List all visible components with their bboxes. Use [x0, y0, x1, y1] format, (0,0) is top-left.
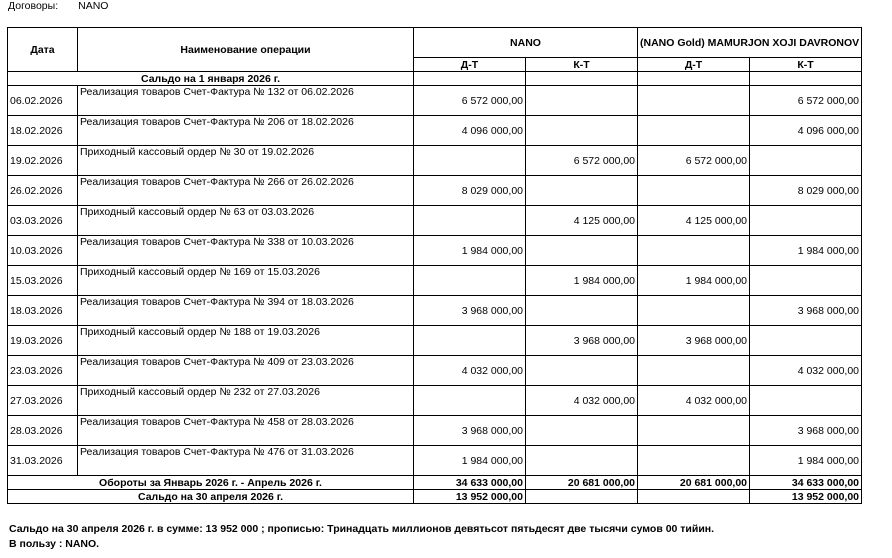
- closing-balance-label: Сальдо на 30 апреля 2026 г.: [8, 490, 414, 504]
- row-party1-credit: [526, 446, 638, 476]
- table-row: [8, 116, 862, 146]
- column-header-party2-credit: К-Т: [750, 58, 862, 72]
- row-party1-credit: 4 032 000,00: [526, 386, 638, 416]
- row-party2-debit: [638, 446, 750, 476]
- row-party2-credit: 1 984 000,00: [750, 236, 862, 266]
- row-party2-credit: 6 572 000,00: [750, 86, 862, 116]
- column-header-party1-debit: Д-Т: [414, 58, 526, 72]
- row-operation: Приходный кассовый ордер № 188 от 19.03.2026: [78, 326, 414, 356]
- row-party2-credit: [750, 386, 862, 416]
- row-party1-debit: [414, 386, 526, 416]
- column-header-party2-debit: Д-Т: [638, 58, 750, 72]
- row-party2-credit: [750, 206, 862, 236]
- row-party1-debit: [414, 146, 526, 176]
- row-party2-credit: [750, 326, 862, 356]
- row-date: 15.03.2026: [8, 266, 78, 296]
- row-operation: Реализация товаров Счет-Фактура № 206 от 18.02.2026: [78, 116, 414, 146]
- row-party2-debit: 3 968 000,00: [638, 326, 750, 356]
- row-party1-credit: [526, 416, 638, 446]
- row-party2-credit: [750, 266, 862, 296]
- turnover-party2-debit: 20 681 000,00: [638, 476, 750, 490]
- opening-balance-party2-debit: [638, 72, 750, 86]
- row-party1-debit: 4 032 000,00: [414, 356, 526, 386]
- row-party2-debit: [638, 416, 750, 446]
- row-party1-debit: [414, 206, 526, 236]
- contracts-line: [8, 0, 108, 12]
- row-date: 27.03.2026: [8, 386, 78, 416]
- table-row: [8, 86, 862, 116]
- contracts-label: Договоры:: [8, 0, 59, 12]
- row-date: 06.02.2026: [8, 86, 78, 116]
- row-party1-credit: 6 572 000,00: [526, 146, 638, 176]
- row-party2-credit: 8 029 000,00: [750, 176, 862, 206]
- closing-balance-row: [8, 490, 862, 504]
- row-party1-debit: 6 572 000,00: [414, 86, 526, 116]
- row-party2-credit: 3 968 000,00: [750, 416, 862, 446]
- contracts-value: NANO: [78, 0, 109, 12]
- row-party2-debit: [638, 176, 750, 206]
- row-party2-debit: [638, 356, 750, 386]
- closing-balance-summary: Сальдо на 30 апреля 2026 г. в сумме: 13 952 000 ; прописью: Тринадцать миллионов девятьсот пятьдесят две тысячи сумов 00 тийин.: [9, 523, 715, 535]
- row-party2-debit: 4 032 000,00: [638, 386, 750, 416]
- row-operation: Реализация товаров Счет-Фактура № 394 от 18.03.2026: [78, 296, 414, 326]
- table-row: [8, 416, 862, 446]
- row-date: 28.03.2026: [8, 416, 78, 446]
- row-party1-debit: 8 029 000,00: [414, 176, 526, 206]
- closing-balance-party1-credit: [526, 490, 638, 504]
- row-party2-debit: 1 984 000,00: [638, 266, 750, 296]
- column-header-party1: NANO: [414, 28, 638, 58]
- turnover-party1-credit: 20 681 000,00: [526, 476, 638, 490]
- row-party1-debit: 3 968 000,00: [414, 416, 526, 446]
- row-date: 23.03.2026: [8, 356, 78, 386]
- table-row: [8, 386, 862, 416]
- row-party1-debit: 1 984 000,00: [414, 446, 526, 476]
- closing-balance-party2-credit: 13 952 000,00: [750, 490, 862, 504]
- row-party1-debit: 1 984 000,00: [414, 236, 526, 266]
- row-operation: Реализация товаров Счет-Фактура № 476 от 31.03.2026: [78, 446, 414, 476]
- row-party1-credit: 3 968 000,00: [526, 326, 638, 356]
- table-row: [8, 206, 862, 236]
- row-party1-credit: [526, 86, 638, 116]
- row-party1-credit: [526, 356, 638, 386]
- row-date: 10.03.2026: [8, 236, 78, 266]
- turnover-party2-credit: 34 633 000,00: [750, 476, 862, 490]
- table-row: [8, 266, 862, 296]
- turnover-row: [8, 476, 862, 490]
- row-party2-debit: [638, 236, 750, 266]
- row-operation: Приходный кассовый ордер № 63 от 03.03.2026: [78, 206, 414, 236]
- row-date: 26.02.2026: [8, 176, 78, 206]
- row-party2-credit: 1 984 000,00: [750, 446, 862, 476]
- row-operation: Приходный кассовый ордер № 169 от 15.03.2026: [78, 266, 414, 296]
- column-header-operation: Наименование операции: [78, 28, 414, 72]
- row-date: 18.02.2026: [8, 116, 78, 146]
- column-header-party1-credit: К-Т: [526, 58, 638, 72]
- row-operation: Реализация товаров Счет-Фактура № 458 от 28.03.2026: [78, 416, 414, 446]
- row-operation: Реализация товаров Счет-Фактура № 266 от 26.02.2026: [78, 176, 414, 206]
- closing-balance-party1-debit: 13 952 000,00: [414, 490, 526, 504]
- table-row: [8, 146, 862, 176]
- row-party2-debit: [638, 86, 750, 116]
- row-party1-credit: 1 984 000,00: [526, 266, 638, 296]
- row-operation: Реализация товаров Счет-Фактура № 338 от 10.03.2026: [78, 236, 414, 266]
- row-date: 03.03.2026: [8, 206, 78, 236]
- row-operation: Приходный кассовый ордер № 30 от 19.02.2026: [78, 146, 414, 176]
- in-favor-of: В пользу : NANO.: [9, 538, 100, 550]
- opening-balance-party1-debit: [414, 72, 526, 86]
- column-header-party2: (NANO Gold) MAMURJON XOJI DAVRONOV: [638, 28, 862, 58]
- row-party2-debit: [638, 116, 750, 146]
- column-header-date: Дата: [8, 28, 78, 72]
- row-operation: Приходный кассовый ордер № 232 от 27.03.2026: [78, 386, 414, 416]
- row-date: 18.03.2026: [8, 296, 78, 326]
- row-party1-debit: 4 096 000,00: [414, 116, 526, 146]
- row-party1-debit: 3 968 000,00: [414, 296, 526, 326]
- row-party1-credit: 4 125 000,00: [526, 206, 638, 236]
- row-party1-debit: [414, 326, 526, 356]
- opening-balance-party2-credit: [750, 72, 862, 86]
- row-party2-credit: 3 968 000,00: [750, 296, 862, 326]
- row-party2-debit: 6 572 000,00: [638, 146, 750, 176]
- row-party1-debit: [414, 266, 526, 296]
- row-party1-credit: [526, 296, 638, 326]
- row-party2-credit: 4 032 000,00: [750, 356, 862, 386]
- opening-balance-row: [8, 72, 862, 86]
- row-operation: Реализация товаров Счет-Фактура № 132 от 06.02.2026: [78, 86, 414, 116]
- table-row: [8, 356, 862, 386]
- opening-balance-label: Сальдо на 1 января 2026 г.: [8, 72, 414, 86]
- row-party1-credit: [526, 176, 638, 206]
- reconciliation-table: [7, 27, 862, 504]
- table-row: [8, 176, 862, 206]
- row-date: 31.03.2026: [8, 446, 78, 476]
- table-row: [8, 326, 862, 356]
- row-party2-debit: [638, 296, 750, 326]
- turnover-label: Обороты за Январь 2026 г. - Апрель 2026 г.: [8, 476, 414, 490]
- row-party2-credit: [750, 146, 862, 176]
- table-row: [8, 236, 862, 266]
- row-party1-credit: [526, 236, 638, 266]
- row-operation: Реализация товаров Счет-Фактура № 409 от 23.03.2026: [78, 356, 414, 386]
- turnover-party1-debit: 34 633 000,00: [414, 476, 526, 490]
- closing-balance-party2-debit: [638, 490, 750, 504]
- row-date: 19.02.2026: [8, 146, 78, 176]
- row-party2-credit: 4 096 000,00: [750, 116, 862, 146]
- table-row: [8, 446, 862, 476]
- opening-balance-party1-credit: [526, 72, 638, 86]
- row-party2-debit: 4 125 000,00: [638, 206, 750, 236]
- table-row: [8, 296, 862, 326]
- row-date: 19.03.2026: [8, 326, 78, 356]
- row-party1-credit: [526, 116, 638, 146]
